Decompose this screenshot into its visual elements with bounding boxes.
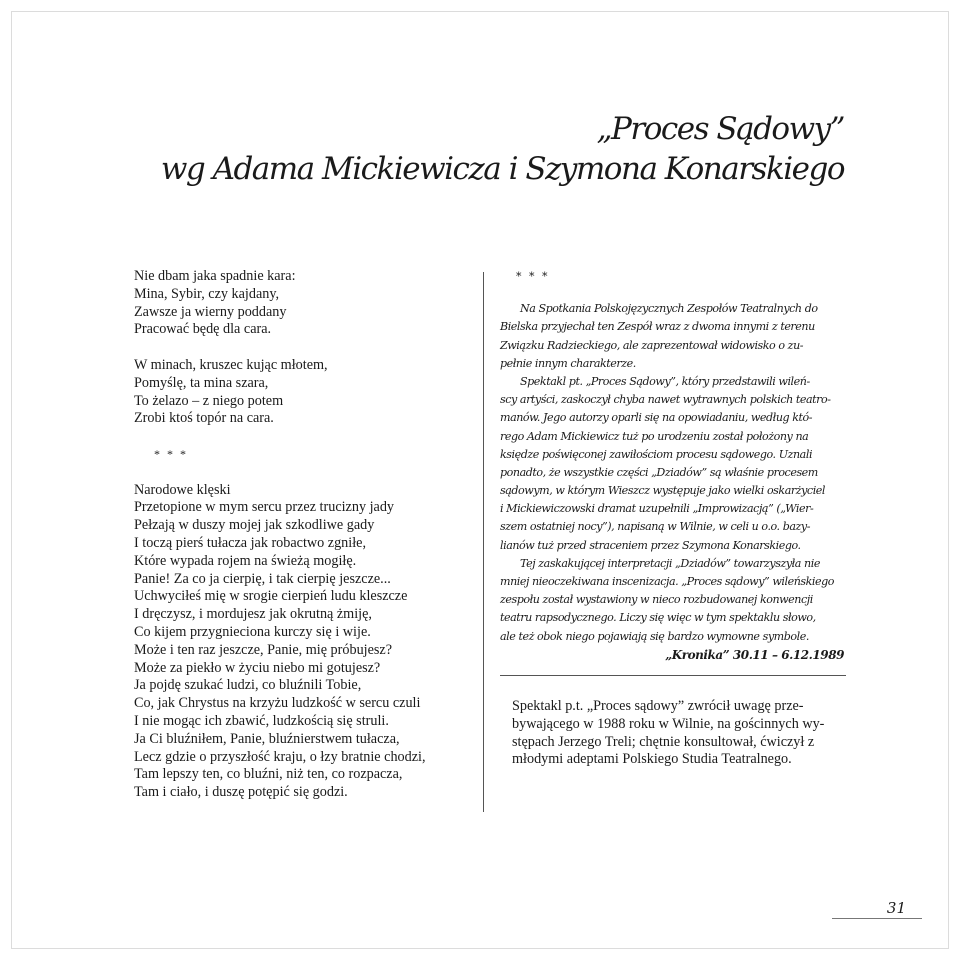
review-line: manów. Jego autorzy oparli się na opowiadaniu, według któ- xyxy=(500,411,813,425)
review-line: szem ostatniej nocy”), napisaną w Wilnie, w celi u o.o. bazy- xyxy=(500,520,811,534)
page-number-rule xyxy=(832,918,922,919)
review-column xyxy=(500,268,846,664)
stanza-gap xyxy=(134,339,464,357)
poem-line: Zawsze ja wierny poddany xyxy=(134,303,287,320)
poem-line: Ja pojdę szukać ludzi, co bluźnili Tobie, xyxy=(134,677,362,694)
poem-line: Narodowe klęski xyxy=(134,481,231,498)
poem-line: Uchwyciłeś mię w srogie cierpień ludu kleszcze xyxy=(134,588,408,605)
poem-stanza-1 xyxy=(134,268,464,339)
poem-separator: * * * xyxy=(154,446,188,461)
note-line: bywającego w 1988 roku w Wilnie, na gościnnych wy- xyxy=(512,715,825,732)
review-line: scy artyści, zaskoczył chyba nawet wytrawnych polskich teatro- xyxy=(500,393,831,407)
poem-line: Tam lepszy ten, co bluźni, niż ten, co rozpacza, xyxy=(134,766,403,783)
poem-line: Może za piekło w życiu niebo mi gotujesz? xyxy=(134,659,381,676)
column-divider xyxy=(483,272,484,812)
note-line: Spektakl p.t. „Proces sądowy” zwrócił uwagę prze- xyxy=(512,698,804,714)
poem-line: W minach, kruszec kując młotem, xyxy=(134,356,328,373)
review-line: Związku Radzieckiego, ale zaprezentował widowisko o zu- xyxy=(500,338,804,352)
review-line: ponadto, że wszystkie części „Dziadów” są właśnie procesem xyxy=(500,465,818,479)
poem-line: To żelazo – z niego potem xyxy=(134,392,284,409)
poem-line: I nie mogąc ich zbawić, ludzkością się struli. xyxy=(134,712,389,729)
review-paragraph-2 xyxy=(500,373,846,555)
poem-line: Może i ten raz jeszcze, Panie, mię próbujesz? xyxy=(134,641,393,658)
stanza-gap xyxy=(134,464,464,482)
review-line: Na Spotkania Polskojęzycznych Zespołów Teatralnych do xyxy=(520,302,818,316)
poem-line: Przetopione w mym sercu przez trucizny jady xyxy=(134,499,395,516)
section-divider xyxy=(500,675,846,676)
poem-line: Zrobi ktoś topór na cara. xyxy=(134,410,274,427)
review-line: mniej nieoczekiwana inscenizacja. „Proces sądowy” wileńskiego xyxy=(500,575,835,588)
poem-column xyxy=(134,268,464,802)
review-paragraph-3 xyxy=(500,555,846,646)
stanza-gap xyxy=(134,428,464,446)
poem-line: Lecz gdzie o przyszłość kraju, o łzy bratnie chodzi, xyxy=(134,748,426,765)
page-subtitle: wg Adama Mickiewicza i Szymona Konarskiego xyxy=(160,151,844,187)
poem-stanza-3 xyxy=(134,482,464,802)
poem-stanza-2 xyxy=(134,357,464,428)
review-line: rego Adam Mickiewicz tuż po urodzeniu został położony na xyxy=(500,429,809,443)
review-line: Spektakl pt. „Proces Sądowy”, który przedstawili wileń- xyxy=(520,374,810,388)
page-number: 31 xyxy=(886,899,906,917)
review-line: teatru rapsodycznego. Liczy się więc w tym spektaklu słowo, xyxy=(500,611,816,625)
poem-line: I dręczysz, i mordujesz jak okrutną żmiję, xyxy=(134,606,372,623)
poem-line: Mina, Sybir, czy kajdany, xyxy=(134,285,280,302)
poem-line: Pracować będę dla cara. xyxy=(134,321,272,338)
spektakl-note xyxy=(512,698,846,769)
note-line: stępach Jerzego Treli; chętnie konsultował, ćwiczył z xyxy=(512,733,815,750)
note-line: młodymi adeptami Polskiego Studia Teatralnego. xyxy=(512,751,792,768)
poem-line: I toczą pierś tułacza jak robactwo zgniłe, xyxy=(134,534,367,551)
poem-line: Nie dbam jaka spadnie kara: xyxy=(134,268,296,284)
paragraph-gap xyxy=(500,286,846,300)
review-separator: * * * xyxy=(516,270,550,283)
review-paragraph-1 xyxy=(500,300,846,373)
review-line: Tej zaskakującej interpretacji „Dziadów” towarzyszyła nie xyxy=(520,556,820,570)
review-source-signature: „Kronika” 30.11 – 6.12.1989 xyxy=(665,647,844,662)
page-title: „Proces Sądowy” xyxy=(596,111,844,147)
poem-line: Pomyślę, ta mina szara, xyxy=(134,374,269,391)
review-line: sądowym, w którym Wieszcz występuje jako wielki oskarżyciel xyxy=(500,484,826,498)
review-line: ale też obok niego pojawiają się bardzo wymowne symbole. xyxy=(500,629,809,643)
poem-line: Co kijem przygnieciona kurczy się i wije. xyxy=(134,623,371,640)
review-line: zespołu został wystawiony w nieco rozbudowanej konwencji xyxy=(500,593,813,607)
review-line: księdze poświęconej zawiłościom procesu sądowego. Uznali xyxy=(500,447,813,461)
poem-line: Pełzają w duszy mojej jak szkodliwe gady xyxy=(134,517,375,534)
poem-line: Co, jak Chrystus na krzyżu ludzkość w sercu czuli xyxy=(134,695,421,712)
review-line: lianów tuż przed straceniem przez Szymona Konarskiego. xyxy=(500,538,801,552)
poem-line: Panie! Za co ja cierpię, i tak cierpię jeszcze... xyxy=(134,570,391,587)
review-line: Bielska przyjechał ten Zespół wraz z dwoma innymi z terenu xyxy=(500,320,815,334)
poem-line: Które wypada rojem na świeżą mogiłę. xyxy=(134,552,357,569)
review-line: i Mickiewiczowski dramat uzupełnili „Improwizacją” („Wier- xyxy=(500,502,814,516)
poem-line: Tam i ciało, i duszę potępić się godzi. xyxy=(134,784,348,801)
poem-line: Ja Ci bluźniłem, Panie, bluźnierstwem tułacza, xyxy=(134,730,400,747)
review-line: pełnie innym charakterze. xyxy=(500,356,636,370)
